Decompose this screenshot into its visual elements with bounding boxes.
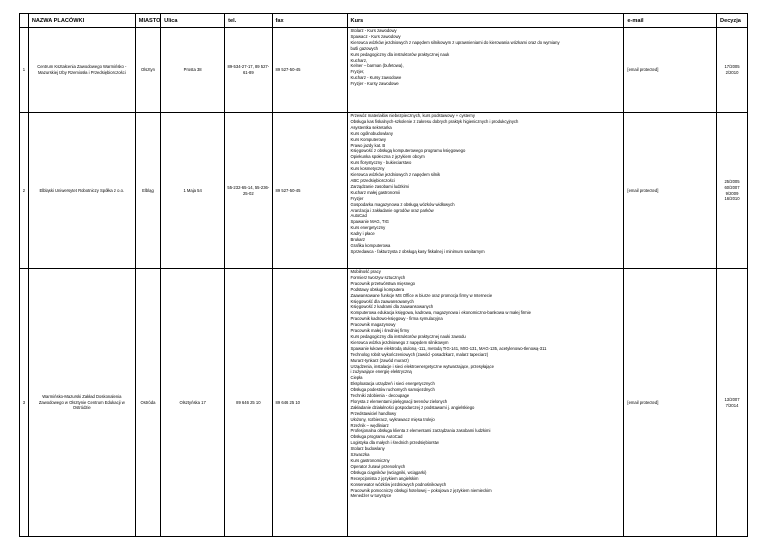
course-item: Przewóz materiałów niebezpiecznych, kurs podstawowy + cysterny xyxy=(350,113,475,118)
header-email: e-mail xyxy=(624,14,717,28)
course-item: Sprzedawca - fakturzysta z obsługą kasy fiskalnej i minimum sanitarnym xyxy=(350,248,485,254)
course-item: Prawo jazdy kat. B xyxy=(350,142,386,148)
decision: 17/2005 2/2010 xyxy=(717,28,748,113)
row-number: 1 xyxy=(20,28,29,113)
course-item: Urządzenia, instalacje i sieci elektroenergetyczne wytwarzające, przesyłające xyxy=(350,363,494,369)
course-item: Kurs pedagogiczny dla instruktorów praktycznej nauk xyxy=(350,51,450,57)
course-item: AutoCad xyxy=(350,213,367,219)
course-item: i zużywające energię elektryczną xyxy=(350,369,412,375)
course-item: Księgowość z kadrami dla zaawansowanych xyxy=(350,304,434,310)
course-item: Kucharz, xyxy=(350,57,368,63)
course-item: Pracownik pomocniczy obsługi hotelowej – pokojowa z językiem niemieckim xyxy=(350,487,492,493)
decision: 13/2007 7/2014 xyxy=(717,269,748,537)
header-fax: fax xyxy=(272,14,347,28)
course-item: Fryzjer xyxy=(350,195,364,201)
course-item: Zaawansowane funkcje MS Office w biurze oraz promocja firmy w Internecie xyxy=(350,292,493,298)
course-item: Kurs pedagogiczny dla instruktorów praktycznej nauki zawodu xyxy=(350,333,466,339)
course-item: Księgowość dla zaawansowanych xyxy=(350,298,414,304)
course-item: ABC przedsiębiorczości xyxy=(350,177,395,183)
course-item: Kadry i płace xyxy=(350,231,375,237)
course-item: Księgowość z obsługą komputerowego programu księgowego xyxy=(350,148,466,154)
course-item: Eksploatacja urządzeń i sieci energetycznych xyxy=(350,381,435,387)
course-item: Pracownik małej i średniej firmy xyxy=(350,328,410,334)
course-item: Formierz tworzyw sztucznych xyxy=(350,274,406,280)
course-item: Murarz-tynkarz (zawód murarz) xyxy=(350,357,409,363)
course-item: Zarządzanie zasobami ludzkimi xyxy=(350,183,409,189)
city: Elbląg xyxy=(135,113,160,269)
row-number: 2 xyxy=(20,113,29,269)
street: Olsztyńska 17 xyxy=(161,269,225,537)
course-list xyxy=(347,28,624,113)
course-item: Spawanie łukowe elektrodą otuloną -111, metodą TIG-141, MIG-131, MAG-135, acetylenowo-tlenową-311 xyxy=(350,345,547,351)
course-item: Opiekunka społeczna z językiem obcym xyxy=(350,154,425,160)
city: Olsztyn xyxy=(135,28,160,113)
course-item: Techniki zdobienia - decoupage xyxy=(350,393,410,399)
city: Ostróda xyxy=(135,269,160,537)
table-row xyxy=(20,28,748,113)
table-row xyxy=(20,269,748,537)
telephone: 55-232-65-14, 55-236-25-02 xyxy=(225,113,272,269)
email[interactable]: [email protected] xyxy=(624,113,717,269)
course-item: Ułożony, rozbieracz, wykrawacz mięsa trolejo xyxy=(350,416,435,422)
course-list xyxy=(347,269,624,537)
course-item: Rzeźnik – wędliniarz xyxy=(350,422,389,428)
course-item: Kucharz małej gastronomii xyxy=(350,189,400,195)
course-item: Recepcjonista z językiem angielskim xyxy=(350,475,419,481)
course-item: Przedstawiciel handlowy xyxy=(350,410,397,416)
course-item: Aranżacja i zakładanie ogrodów oraz parków xyxy=(350,207,434,213)
course-item: Kurs energetyczny xyxy=(350,225,386,231)
header-courses: Kurs xyxy=(347,14,624,28)
course-item: Kucharz - Kursy zawodowe xyxy=(350,75,402,81)
course-item: Kierowca wózków jezdniowych z napędem silnikowym z uprawnieniami do kierowania wózkami oraz do wymiany xyxy=(350,39,560,45)
course-item: Konserwator wózków jezdniowych podnośnikowych xyxy=(350,481,447,487)
course-item: Podstawy obsługi komputera xyxy=(350,286,405,292)
course-item: Technolog robót wykończeniowych (zawód -posadzkarz, malarz tapeciarz) xyxy=(350,351,489,357)
telephone: 89-534-27-17, 89 527-61-89 xyxy=(225,28,272,113)
course-item: Kelner – barman (bufetowa), xyxy=(350,63,404,69)
fax: 89 527-50-45 xyxy=(272,28,347,113)
course-item: Logistyka dla małych i średnich przedsiębiorstw xyxy=(350,440,439,446)
course-item: Kurs Komputerowy xyxy=(350,136,386,142)
row-number: 3 xyxy=(20,269,29,537)
header-street: Ulica xyxy=(161,14,225,28)
course-item: butli gazowych xyxy=(350,45,379,51)
course-item: Szwaczka xyxy=(350,452,370,458)
course-item: Kurs kosmetyczny xyxy=(350,166,385,172)
fax: 89 527-50-45 xyxy=(272,113,347,269)
course-item: Gospodarka magazynowa z obsługą wózków widłowych xyxy=(350,201,455,207)
header-decision: Decyzja xyxy=(717,14,748,28)
header-row xyxy=(20,14,748,28)
course-item: Spawacz - Kurs zawodowy xyxy=(350,33,401,39)
street: 1 Maja 54 xyxy=(161,113,225,269)
course-item: Obsługa podestów ruchomych samojezdnych xyxy=(350,387,435,393)
course-item: Operator żurawi przenośnych xyxy=(350,463,406,469)
course-list xyxy=(347,113,624,269)
course-item: Pracownik przetwórstwa mięsnego xyxy=(350,280,416,286)
fax: 89 646 25 10 xyxy=(272,269,347,537)
header-name: NAZWA PLACÓWKI xyxy=(28,14,135,28)
street: Prosta 38 xyxy=(161,28,225,113)
institutions-table xyxy=(19,13,748,537)
telephone: 89 646 25 10 xyxy=(225,269,272,537)
course-item: Komputerowa edukacja księgowa, kadrowa, magazynowa i ekonomiczno-bankowa w małej firmie xyxy=(350,310,531,316)
course-item: Kierowca wózków jezdniowych z napędem silnik xyxy=(350,172,441,178)
course-item: Fryzjer, xyxy=(350,69,365,75)
header-tel: tel. xyxy=(225,14,272,28)
course-item: Pracownik kadrowo-księgowy - firma symulacyjna xyxy=(350,316,443,322)
course-item: Kierowca wózka jezdniowego z napędem silnikowym xyxy=(350,339,449,345)
course-item: Florysta z elementami pielęgnacji terenów zielonych xyxy=(350,398,448,404)
course-item: Obsługa ciągników (wciągniki, wciągarki) xyxy=(350,469,427,475)
course-item: Stolarz budowlany xyxy=(350,446,385,452)
course-item: Fryzjer - Kursy zawodowe xyxy=(350,81,399,87)
course-item: Kurs ogólnobudowlany xyxy=(350,130,393,136)
course-item: Obsługa programu AutoCad xyxy=(350,434,403,440)
course-item: Brukarz xyxy=(350,237,365,243)
email[interactable]: [email protected] xyxy=(624,28,717,113)
institution-name: Warmińsko-Mazurski Zakład Doskonalenia Zawodowego w Olsztynie Centrum Edukacji w Ostródzie xyxy=(28,269,135,537)
course-item: Menedżer w turystyce xyxy=(350,493,392,499)
course-item: Zakładanie działalności gospodarczej z podstawami j. angielskiego xyxy=(350,404,475,410)
course-item: Spawanie MAG, TIG xyxy=(350,219,389,225)
header-number xyxy=(20,14,29,28)
course-item: Ciepła xyxy=(350,375,363,381)
course-item: Kurs florystyczny - bukieciarstwo xyxy=(350,160,412,166)
decision: 25/2005 60/2007 9/2009 16/2010 xyxy=(717,113,748,269)
institution-name: Elbląski Uniwersytet Robotniczy Spółka z o.o. xyxy=(28,113,135,269)
course-item: Grafika komputerowa xyxy=(350,242,391,248)
course-item: Obsługa kas fiskalnych-szkolenie z zakresu dobrych praktyk higienicznych i produkcyjnych xyxy=(350,118,519,124)
course-item: Kurs gastronomiczny xyxy=(350,458,390,463)
course-item: Asystentka sekretarka xyxy=(350,124,392,130)
table-row xyxy=(20,113,748,269)
course-item: Stolarz - Kurs zawodowy xyxy=(350,28,397,33)
email[interactable]: [email protected] xyxy=(624,269,717,537)
institution-name: Centrum Kształcenia Zawodowego Warmińsko - Mazurskiej Izby Rzemiosła i Przedsiębiorczości xyxy=(28,28,135,113)
header-city: MIASTO xyxy=(135,14,160,28)
course-item: Profesjonalna obsługa klienta z elementami zarządzania zasobami ludzkimi xyxy=(350,428,491,434)
course-item: Pracownik magazynowy xyxy=(350,322,396,328)
course-item: Mobilność pracy xyxy=(350,269,381,274)
